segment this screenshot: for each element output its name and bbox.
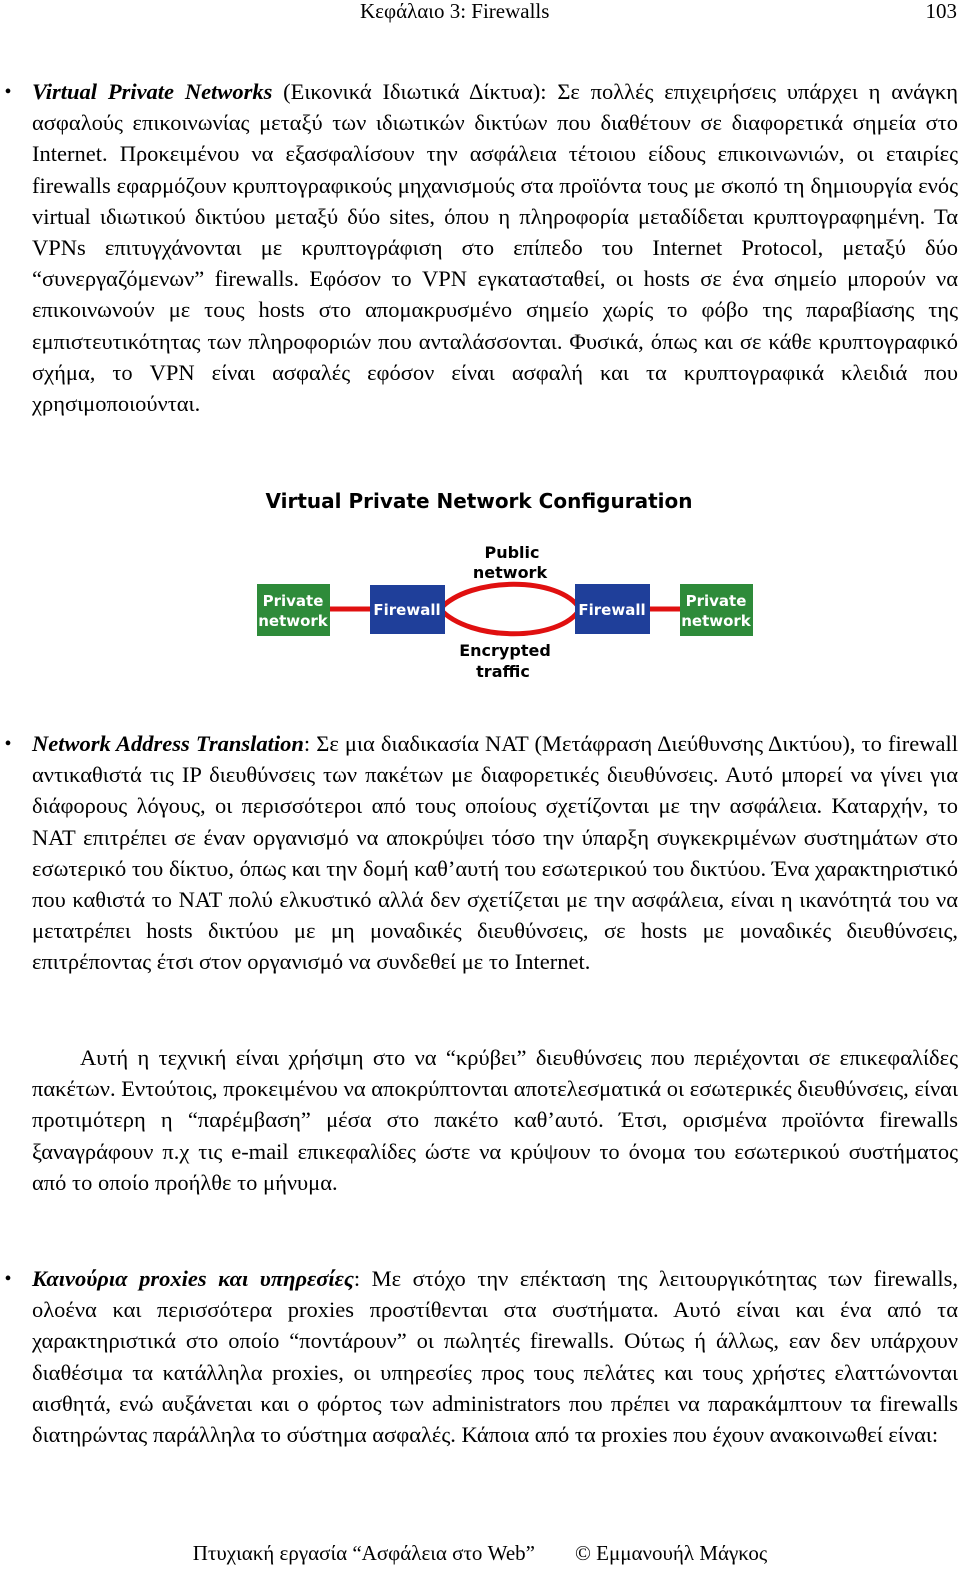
vpn-paragraph	[32, 76, 958, 419]
page-header	[0, 0, 960, 26]
public-network-label-1: Public	[484, 543, 540, 562]
diagram-title: Virtual Private Network Configuration	[265, 489, 693, 513]
firewall-right-label: Firewall	[578, 601, 646, 619]
nat-term: Network Address Translation	[32, 731, 304, 756]
proxies-paragraph	[32, 1263, 958, 1450]
proxies-term: Καινούρια proxies και υπηρεσίες	[32, 1266, 354, 1291]
public-network-label-2: network	[472, 563, 548, 582]
vpn-text: (Εικονικά Ιδιωτικά Δίκτυα): Σε πολλές επιχειρήσεις υπάρχει η ανάγκη ασφαλούς επικοινωνίας μεταξύ των ιδιωτικών δικτύων που διαθέτουν σε διαφορετικά σημεία στο Internet. Προκειμένου να εξασφαλίσουν την ασφάλεια τέτοιου είδους επικοινωνιών, οι εταιρίες firewalls εφαρμόζουν κρυπτογραφικούς μηχανισμούς στα προϊόντα τους με σκοπό τη δημιουργία ενός virtual ιδιωτικού δικτύου μεταξύ δύο sites, όπου η πληροφορία μεταδίδεται κρυπτογραφημένη. Τα VPNs επιτυγχάνονται με κρυπτογράφιση στο επίπεδο του Internet Protocol, μεταξύ δύο “συνεργαζόμενων” firewalls. Εφόσον το VPN εγκατασταθεί, οι hosts σε ένα σημείο μπορούν να επικοινωνούν με τους hosts στο απομακρυσμένο σημείο χωρίς το φόβο της παραβίασης της εμπιστευτικότητας των πληροφοριών που ανταλάσσονται. Φυσικά, όπως και σε κάθε κρυπτογραφικό σχήμα, το VPN είναι ασφαλές εφόσον είναι ασφαλή και τα κρυπτογραφικά κλειδιά που χρησιμοποιούνται.	[32, 79, 958, 417]
encrypted-traffic-label-2: traffic	[476, 662, 530, 681]
private-right-label-1: Private	[685, 592, 747, 610]
private-right-label-2: network	[681, 612, 751, 630]
vpn-term: Virtual Private Networks	[32, 79, 273, 104]
nat-text: : Σε μια διαδικασία NAT (Μετάφραση Διεύθυνσης Δικτύου), το firewall αντικαθιστά τις IP διευθύνσεις των πακέτων με διαφορετικές διευθύνσεις. Αυτό μπορεί να γίνει για διάφορους λόγους, οι περισσότεροι από τους οποίους σχετίζονται με την ασφάλεια. Καταρχήν, το NAT επιτρέπει σε έναν οργανισμό να αποκρύψει τόσο την ύπαρξη συγκεκριμένων συστημάτων στο εσωτερικό του δίκτυο, όπως και την δομή καθ’αυτή του εσωτερικού του δικτύου. Ένα χαρακτηριστικό που καθιστά το NAT πολύ ελκυστικό αλλά δεν σχετίζεται με την ασφάλεια, είναι η ικανότητά του να μετατρέπει hosts δικτύου με μη μοναδικές διευθύνσεις, σε hosts με μοναδικές διευθύνσεις, επιτρέποντας έτσι στον οργανισμό να συνδεθεί με το Internet.	[32, 731, 958, 975]
nat-paragraph	[32, 728, 958, 978]
firewall-left-label: Firewall	[373, 601, 441, 619]
private-left-label-1: Private	[262, 592, 324, 610]
page-number: 103	[925, 0, 957, 23]
bullet-proxies: •	[4, 1268, 12, 1290]
chapter-title: Κεφάλαιο 3: Firewalls	[360, 0, 550, 23]
footer-thesis: Πτυχιακή εργασία “Ασφάλεια στο Web”	[192, 1541, 535, 1565]
footer-author: © Εμμανουήλ Μάγκος	[574, 1541, 768, 1565]
encrypted-arc	[440, 609, 580, 634]
proxies-text: : Με στόχο την επέκταση της λειτουργικότητας των firewalls, ολοένα και περισσότερα proxies προστίθενται στα συστήματα. Αυτό είναι και ένα από τα χαρακτηριστικά στο οποίο “ποντάρουν” οι πωλητές firewalls. Ούτως ή άλλως, εαν δεν υπάρχουν διαθέσιμα τα κατάλληλα proxies, οι υπηρεσίες προς τους πελάτες και τους χρήστες ελαττώνονται αισθητά, ενώ αυξάνεται και ο φόρτος των administrators που πρέπει να παρακάμπτουν τα firewalls διατηρώντας παράλληλα το σύστημα ασφαλές. Κάποια από τα proxies που έχουν ανακοινωθεί είναι:	[32, 1266, 958, 1448]
public-arc	[440, 584, 580, 609]
page-footer	[0, 1539, 960, 1567]
vpn-diagram	[0, 478, 960, 688]
bullet-vpn: •	[4, 81, 12, 103]
vpn-diagram-svg	[0, 478, 960, 688]
nat-paragraph-2: Αυτή η τεχνική είναι χρήσιμη στο να “κρύβει” διευθύνσεις που περιέχονται σε επικεφαλίδες πακέτων. Εντούτοις, προκειμένου να αποκρύπτονται αποτελεσματικά οι εσωτερικές διευθύνσεις, είναι προτιμότερη η “παρέμβαση” μέσα στο πακέτο καθ’αυτό. Έτσι, ορισμένα προϊόντα firewalls ξαναγράφουν π.χ τις e-mail επικεφαλίδες ώστε να κρύψουν το όνομα του εσωτερικού συστήματος από το οποίο προήλθε το μήνυμα.	[32, 1045, 958, 1195]
bullet-nat: •	[4, 733, 12, 755]
encrypted-traffic-label-1: Encrypted	[459, 641, 551, 660]
private-left-label-2: network	[258, 612, 328, 630]
